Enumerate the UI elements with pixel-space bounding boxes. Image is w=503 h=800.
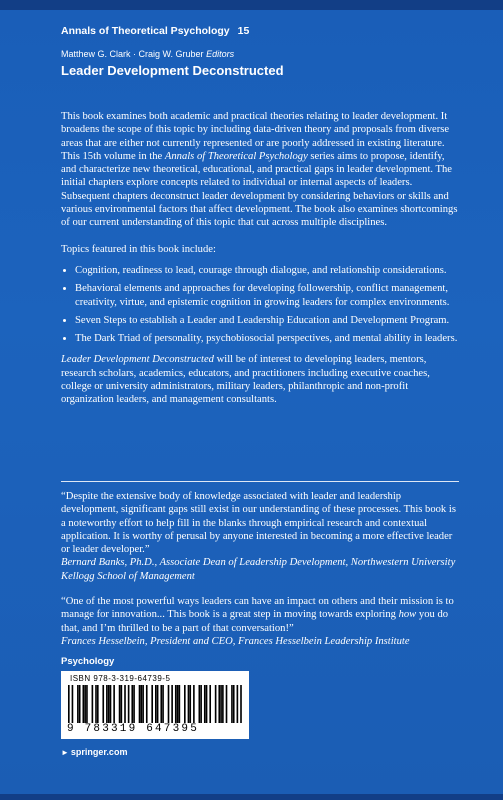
topic-item: • Seven Steps to establish a Leader and Leadership Education and Development Program.	[75, 314, 461, 327]
topic-item: • Cognition, readiness to lead, courage through dialogue, and relationship considerations.	[75, 264, 461, 277]
quote-text-a: “One of the most powerful ways leaders can have an impact on others and their mission is to manage for innovation... This book is a great step in moving towards exploring	[61, 596, 454, 621]
audience-paragraph	[61, 353, 461, 406]
divider-line	[61, 481, 459, 482]
topics-intro: Topics featured in this book include:	[61, 243, 216, 255]
bottom-band	[0, 794, 503, 800]
editors-line	[61, 49, 284, 59]
barcode-digits: 9 783319 647395	[67, 723, 200, 735]
endorsement-attribution: Frances Hesselbein, President and CEO, Frances Hesselbein Leadership Institute	[61, 635, 410, 647]
arrow-right-icon: ►	[61, 748, 69, 757]
topic-item: • Behavioral elements and approaches for developing followership, conflict management, creativity, virtue, and epistemic cognition in growing leaders for complex environments.	[75, 282, 461, 309]
editor-names: Matthew G. Clark · Craig W. Gruber	[61, 49, 204, 59]
audience-book-title: Leader Development Deconstructed	[61, 354, 214, 366]
series-title-italic: Annals of Theoretical Psychology	[164, 150, 308, 162]
publisher-link[interactable]	[61, 747, 127, 757]
barcode-bars	[68, 685, 242, 723]
subject-category: Psychology	[61, 656, 115, 667]
series-name: Annals of Theoretical Psychology	[61, 25, 230, 37]
cover-header	[61, 25, 284, 78]
endorsement-attribution: Bernard Banks, Ph.D., Associate Dean of Leadership Development, Northwestern University Kellogg School of Management	[61, 557, 456, 582]
volume-number: 15	[237, 25, 250, 37]
endorsement-quote: “Despite the extensive body of knowledge associated with leader and leadership development, significant gaps still exist in our understanding of these processes. This book is a noteworthy effort to help fill in the blanks through empirical research and contextual application. It is worthy of perusal by anyone interested in becoming a more effective leader or leader developer.”	[61, 491, 456, 556]
audience-text: will be of interest to developing leaders, mentors, research scholars, academics, educators, and practitioners including executive coaches, college or university administrators, military leaders, philanthropic and non-profit organization leaders, and management consultants.	[61, 354, 430, 406]
editors-role: Editors	[206, 49, 235, 59]
isbn-label: ISBN 978-3-319-64739-5	[70, 674, 171, 683]
top-band	[0, 0, 503, 10]
topic-item: • The Dark Triad of personality, psychobiosocial perspectives, and mental ability in leaders.	[75, 332, 461, 345]
description-text-a: This book examines both academic and practical theories relating to leader development. It broadens the scope of this topic by including data-driven theory and proposals from diverse areas that are either not currently represented or are poorly addressed in existing literature. This 15th volume in the	[61, 111, 450, 162]
series-line	[61, 25, 284, 37]
quote-emphasis: how	[398, 609, 417, 621]
quote-text-b: you do that, and I’m thrilled to be a part of that conversation!”	[61, 609, 449, 634]
description-text-b: series aims to propose, identify, and characterize new theoretical, educational, and practical gaps in leader development. The initial chapters explore concepts related to individual or internal aspects of leaders. Subsequent chapters deconstruct leader development by considering behaviors or skills and various environmental factors that affect development. The book also examines shortcomings of our current understanding of this topic that cut across multiple disciplines.	[61, 150, 458, 229]
description-block	[61, 110, 461, 407]
topics-list	[61, 264, 461, 345]
endorsements	[61, 490, 461, 648]
publisher-link-text: springer.com	[70, 747, 128, 757]
endorsement-quote	[61, 595, 461, 635]
book-title: Leader Development Deconstructed	[61, 63, 284, 78]
isbn-barcode	[61, 671, 249, 739]
description-paragraph	[61, 110, 461, 230]
